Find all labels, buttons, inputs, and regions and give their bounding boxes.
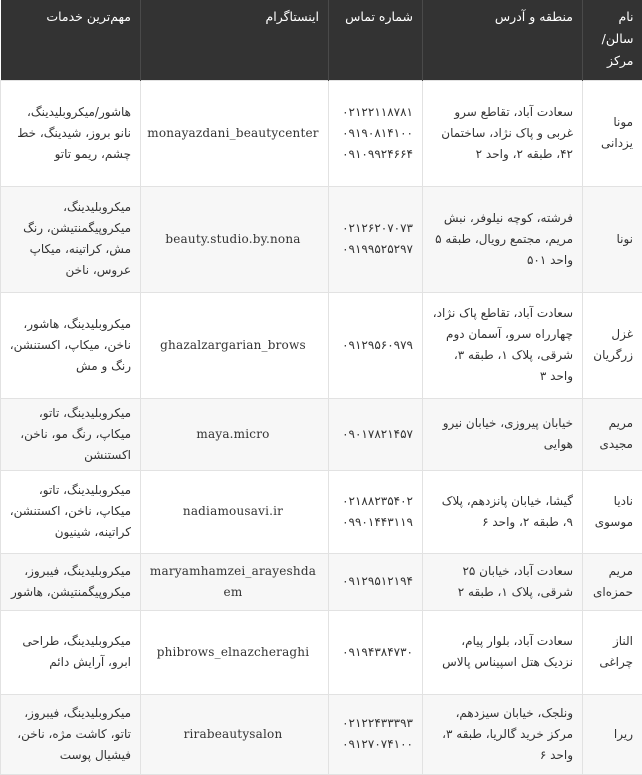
cell-services: میکروبلیدینگ، تاتو، میکاپ، رنگ مو، ناخن، اکستنشن: [1, 398, 141, 470]
table-row: [1, 80, 642, 186]
phone-number[interactable]: ۰۲۱۲۲۱۱۸۷۸۱: [335, 102, 413, 123]
phone-number[interactable]: ۰۹۱۹۰۸۱۴۱۰۰: [335, 123, 413, 144]
table-row: [1, 610, 642, 694]
cell-instagram: maryamhamzei_arayeshdaem: [141, 553, 329, 610]
phone-number[interactable]: ۰۹۹۰۱۴۴۳۱۱۹: [335, 512, 413, 533]
cell-services: میکروبلیدینگ، هاشور، ناخن، میکاپ، اکستنشن، رنگ و مش: [1, 292, 141, 398]
phone-number[interactable]: ۰۹۱۹۴۳۸۴۷۳۰: [335, 642, 413, 663]
cell-name: ریرا: [583, 694, 642, 774]
cell-name: غزل زرگریان: [583, 292, 642, 398]
phone-number[interactable]: ۰۹۱۲۹۵۱۲۱۹۴: [335, 571, 413, 592]
cell-name: نادیا موسوی: [583, 470, 642, 553]
cell-name: نونا: [583, 186, 642, 292]
table-row: [1, 694, 642, 774]
phone-number[interactable]: ۰۲۱۲۲۴۳۳۳۹۳: [335, 713, 413, 734]
cell-phone: [329, 610, 423, 694]
cell-phone: [329, 553, 423, 610]
cell-address: فرشته، کوچه نیلوفر، نبش مریم، مجتمع رویال، طبقه ۵ واحد ۵۰۱: [423, 186, 583, 292]
cell-instagram: phibrows_elnazcheraghi: [141, 610, 329, 694]
cell-name: مریم حمزه‌ای: [583, 553, 642, 610]
phone-number[interactable]: ۰۲۱۲۶۲۰۷۰۷۳: [335, 218, 413, 239]
cell-address: سعادت آباد، تقاطع پاک نژاد، چهارراه سرو، آسمان دوم شرقی، پلاک ۱، طبقه ۳، واحد ۳: [423, 292, 583, 398]
cell-services: میکروبلیدینگ، تاتو، میکاپ، ناخن، اکستنشن، کراتینه، شینیون: [1, 470, 141, 553]
cell-address: ونلجک، خیابان سیزدهم، مرکز خرید گالریا، طبقه ۳، واحد ۶: [423, 694, 583, 774]
table-row: [1, 553, 642, 610]
table-row: [1, 186, 642, 292]
cell-phone: [329, 80, 423, 186]
cell-instagram: ghazalzargarian_brows: [141, 292, 329, 398]
phone-number[interactable]: ۰۹۱۲۷۰۷۴۱۰۰: [335, 734, 413, 755]
cell-address: گیشا، خیابان پانزدهم، پلاک ۹، طبقه ۲، واحد ۶: [423, 470, 583, 553]
cell-address: سعادت آباد، بلوار پیام، نزدیک هتل اسپیناس پالاس: [423, 610, 583, 694]
cell-address: خیابان پیروزی، خیابان نیرو هوایی: [423, 398, 583, 470]
cell-instagram: monayazdani_beautycenter: [141, 80, 329, 186]
cell-address: سعادت آباد، خیابان ۲۵ شرقی، پلاک ۱، طبقه ۲: [423, 553, 583, 610]
cell-services: هاشور/میکروبلیدینگ، نانو بروز، شیدینگ، خط چشم، ریمو تاتو: [1, 80, 141, 186]
phone-number[interactable]: ۰۲۱۸۸۲۳۵۴۰۲: [335, 491, 413, 512]
cell-instagram: maya.micro: [141, 398, 329, 470]
header-phone: شماره تماس: [329, 0, 423, 80]
cell-services: میکروبلیدینگ، فیبروز، تاتو، کاشت مژه، ناخن، فیشیال پوست: [1, 694, 141, 774]
cell-services: میکروبلیدینگ، طراحی ابرو، آرایش دائم: [1, 610, 141, 694]
phone-number[interactable]: ۰۹۰۱۷۸۲۱۴۵۷: [335, 424, 413, 445]
cell-instagram: beauty.studio.by.nona: [141, 186, 329, 292]
header-instagram: اینستاگرام: [141, 0, 329, 80]
cell-services: میکروبلیدینگ، فیبروز، میکروپیگمنتیشن، هاشور: [1, 553, 141, 610]
cell-name: مریم مجیدی: [583, 398, 642, 470]
cell-name: مونا یزدانی: [583, 80, 642, 186]
cell-name: الناز چراغی: [583, 610, 642, 694]
header-address: منطقه و آدرس: [423, 0, 583, 80]
table-header-row: [1, 0, 642, 80]
cell-instagram: rirabeautysalon: [141, 694, 329, 774]
phone-number[interactable]: ۰۹۱۰۹۹۲۴۶۶۴: [335, 144, 413, 165]
cell-instagram: nadiamousavi.ir: [141, 470, 329, 553]
cell-phone: [329, 398, 423, 470]
cell-services: میکروبلیدینگ، میکروپیگمنتیشن، رنگ مش، کراتینه، میکاپ عروس، ناخن: [1, 186, 141, 292]
cell-phone: [329, 694, 423, 774]
header-services: مهم‌ترین خدمات: [1, 0, 141, 80]
header-name: نام سالن/ مرکز: [583, 0, 642, 80]
table-row: [1, 470, 642, 553]
cell-phone: [329, 292, 423, 398]
cell-phone: [329, 186, 423, 292]
table-row: [1, 398, 642, 470]
table-row: [1, 292, 642, 398]
phone-number[interactable]: ۰۹۱۹۹۵۲۵۲۹۷: [335, 239, 413, 260]
phone-number[interactable]: ۰۹۱۲۹۵۶۰۹۷۹: [335, 335, 413, 356]
cell-phone: [329, 470, 423, 553]
cell-address: سعادت آباد، تقاطع سرو غربی و پاک نژاد، ساختمان ۴۲، طبقه ۲، واحد ۲: [423, 80, 583, 186]
